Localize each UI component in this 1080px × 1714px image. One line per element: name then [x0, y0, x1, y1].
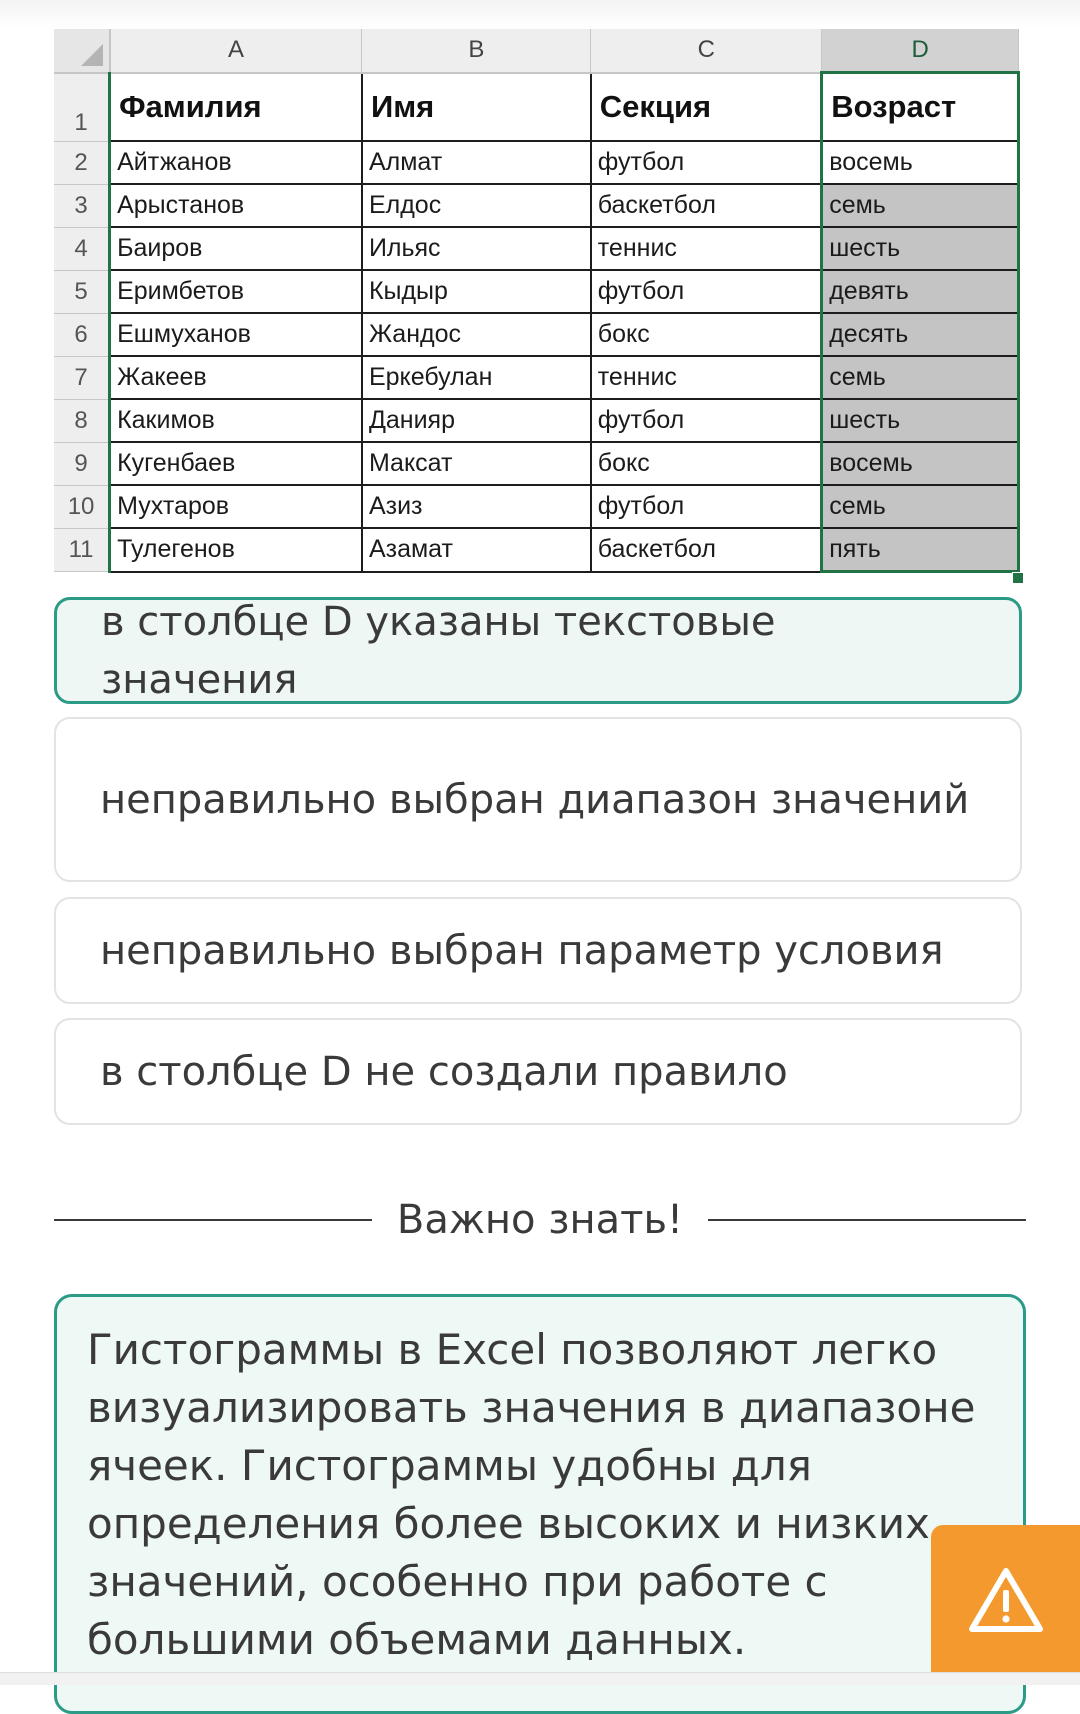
cell-surname[interactable]: Какимов [110, 399, 362, 442]
spreadsheet-grid [54, 29, 1020, 573]
row-number[interactable]: 1 [54, 73, 110, 142]
row-number[interactable]: 4 [54, 227, 110, 270]
row-number[interactable]: 11 [54, 528, 110, 572]
cell-surname[interactable]: Арыстанов [110, 184, 362, 227]
row-number[interactable]: 2 [54, 141, 110, 184]
cell-surname[interactable]: Тулегенов [110, 528, 362, 572]
section-title: Важно знать! [396, 1197, 684, 1243]
cell-age[interactable]: семь [822, 356, 1019, 399]
table-row [54, 356, 1019, 399]
header-cell-section[interactable]: Секция [591, 73, 822, 142]
report-button[interactable] [931, 1525, 1080, 1674]
answer-option-wrong-condition[interactable]: неправильно выбран параметр условия [54, 897, 1022, 1004]
cell-surname[interactable]: Жакеев [110, 356, 362, 399]
cell-section[interactable]: футбол [591, 141, 822, 184]
bottom-edge [0, 1672, 1080, 1685]
info-text: Гистограммы в Excel позволяют легко визуализировать значения в диапазоне ячеек. Гистограммы удобны для определения более высоких и низких значений, особенно при работе с большими объемами данных. [87, 1325, 976, 1664]
table-row [54, 313, 1019, 356]
cell-name[interactable]: Еркебулан [362, 356, 591, 399]
divider-line-right [708, 1219, 1026, 1221]
cell-age[interactable]: пять [822, 528, 1019, 572]
cell-age[interactable]: десять [822, 313, 1019, 356]
row-number[interactable]: 9 [54, 442, 110, 485]
cell-section[interactable]: теннис [591, 356, 822, 399]
table-row [54, 399, 1019, 442]
cell-section[interactable]: футбол [591, 270, 822, 313]
cell-name[interactable]: Ильяс [362, 227, 591, 270]
cell-section[interactable]: теннис [591, 227, 822, 270]
cell-section[interactable]: футбол [591, 485, 822, 528]
section-divider [54, 1190, 1026, 1250]
cell-section[interactable]: баскетбол [591, 528, 822, 572]
cell-age[interactable]: семь [822, 485, 1019, 528]
cell-surname[interactable]: Ешмуханов [110, 313, 362, 356]
cell-name[interactable]: Жандос [362, 313, 591, 356]
cell-section[interactable]: баскетбол [591, 184, 822, 227]
column-header-row [54, 29, 1019, 73]
cell-section[interactable]: бокс [591, 313, 822, 356]
header-cell-surname[interactable]: Фамилия [110, 73, 362, 142]
column-header-b[interactable]: B [362, 29, 591, 73]
table-row [54, 227, 1019, 270]
spreadsheet-image [54, 29, 1024, 581]
cell-name[interactable]: Азамат [362, 528, 591, 572]
table-row [54, 141, 1019, 184]
row-number[interactable]: 6 [54, 313, 110, 356]
row-number[interactable]: 7 [54, 356, 110, 399]
table-row [54, 485, 1019, 528]
cell-surname[interactable]: Кугенбаев [110, 442, 362, 485]
answer-option-text-values[interactable]: в столбце D указаны текстовые значения [54, 597, 1022, 704]
info-box [54, 1294, 1026, 1714]
cell-name[interactable]: Азиз [362, 485, 591, 528]
cell-surname[interactable]: Айтжанов [110, 141, 362, 184]
cell-age[interactable]: шесть [822, 227, 1019, 270]
cell-age[interactable]: семь [822, 184, 1019, 227]
column-header-c[interactable]: C [591, 29, 822, 73]
fill-handle[interactable] [1012, 572, 1024, 584]
header-cell-age[interactable]: Возраст [822, 73, 1019, 142]
cell-section[interactable]: футбол [591, 399, 822, 442]
answer-option-wrong-range[interactable]: неправильно выбран диапазон значений [54, 717, 1022, 882]
row-number[interactable]: 5 [54, 270, 110, 313]
cell-age[interactable]: восемь [822, 141, 1019, 184]
cell-name[interactable]: Алмат [362, 141, 591, 184]
table-row [54, 528, 1019, 572]
column-header-d[interactable]: D [822, 29, 1019, 73]
top-edge [0, 0, 1080, 28]
row-number[interactable]: 10 [54, 485, 110, 528]
answer-option-no-rule[interactable]: в столбце D не создали правило [54, 1018, 1022, 1125]
cell-name[interactable]: Данияр [362, 399, 591, 442]
divider-line-left [54, 1219, 372, 1221]
cell-surname[interactable]: Мухтаров [110, 485, 362, 528]
row-number[interactable]: 8 [54, 399, 110, 442]
header-cell-name[interactable]: Имя [362, 73, 591, 142]
cell-name[interactable]: Максат [362, 442, 591, 485]
table-row [54, 442, 1019, 485]
column-header-a[interactable]: A [110, 29, 362, 73]
header-row [54, 73, 1019, 142]
row-number[interactable]: 3 [54, 184, 110, 227]
cell-surname[interactable]: Еримбетов [110, 270, 362, 313]
cell-name[interactable]: Елдос [362, 184, 591, 227]
table-row [54, 184, 1019, 227]
cell-age[interactable]: восемь [822, 442, 1019, 485]
cell-surname[interactable]: Баиров [110, 227, 362, 270]
select-all-triangle-icon [81, 44, 103, 66]
warning-icon [968, 1566, 1044, 1634]
select-all-corner[interactable] [54, 29, 110, 73]
table-row [54, 270, 1019, 313]
cell-name[interactable]: Кыдыр [362, 270, 591, 313]
cell-age[interactable]: шесть [822, 399, 1019, 442]
cell-age[interactable]: девять [822, 270, 1019, 313]
cell-section[interactable]: бокс [591, 442, 822, 485]
